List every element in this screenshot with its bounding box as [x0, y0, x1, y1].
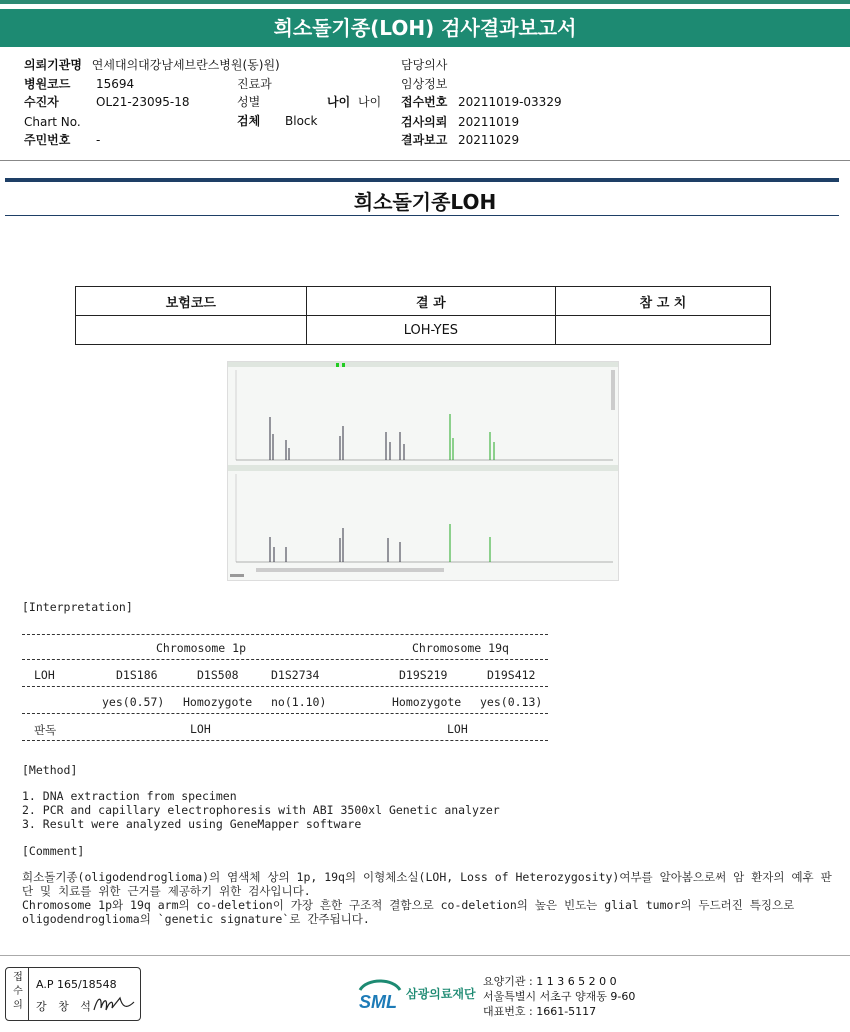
comment-heading: [Comment] — [22, 844, 85, 858]
comment-paragraph-2: Chromosome 1p와 19q arm의 co-deletion이 가장 흔한 구조적 결함으로 co-deletion의 높은 빈도는 glial tumor의 두드러진 특징으로 oligodendroglioma의 `genetic signature`로 간주됩니다. — [22, 898, 795, 926]
chromosome-1p-label: Chromosome 1p — [156, 641, 247, 655]
reference-cell — [556, 316, 771, 345]
insurance-code-header: 보험코드 — [76, 287, 307, 316]
institution-row — [24, 57, 280, 74]
result-header: 결 과 — [306, 287, 555, 316]
table-row — [76, 316, 771, 345]
hospital-code-value: 15694 — [96, 77, 135, 91]
institution-value: 연세대의대강남세브란스병원(동)원) — [91, 58, 280, 72]
footer-divider — [0, 955, 850, 956]
recipient-label: 수진자 — [24, 95, 59, 109]
section-title: 희소돌기종LOH — [353, 190, 497, 214]
specimen-label: 검체 — [237, 114, 261, 128]
marker-d1s508: D1S508 — [197, 668, 239, 682]
insurance-code-cell — [76, 316, 307, 345]
report-title: 희소돌기종(LOH) 검사결과보고서 — [0, 9, 850, 47]
institution-code-line: 요양기관 : 1 1 3 6 5 2 0 0 — [483, 975, 617, 988]
stamp-divider — [28, 968, 29, 1020]
company-address-block — [483, 974, 635, 1019]
report-label: 결과보고 — [401, 133, 448, 147]
method-item-1: 1. DNA extraction from specimen — [22, 789, 237, 803]
company-name: 삼광의료재단 — [406, 987, 476, 1001]
hospital-code-row — [24, 76, 135, 93]
marker-d1s2734: D1S2734 — [271, 668, 320, 682]
doctor-label: 담당의사 — [401, 58, 448, 72]
stamp-pathology-number: A.P 165/18548 — [36, 978, 117, 991]
institution-label: 의뢰기관명 — [24, 58, 82, 72]
clinical-label: 임상정보 — [401, 77, 448, 91]
specimen-row — [237, 113, 318, 130]
reference-header: 참 고 치 — [556, 287, 771, 316]
dashed-rule — [22, 713, 548, 714]
comment-body — [22, 870, 837, 926]
request-row — [401, 114, 520, 131]
chart-no-label: Chart No. — [24, 115, 81, 129]
gender-label: 성별 — [237, 95, 261, 109]
receipt-label: 접수번호 — [401, 95, 448, 109]
method-item-3: 3. Result were analyzed using GeneMapper software — [22, 817, 362, 831]
marker-d19s412: D19S412 — [487, 668, 536, 682]
dashed-rule — [22, 634, 548, 635]
value-d1s508: Homozygote — [183, 695, 253, 709]
dashed-rule — [22, 740, 548, 741]
dashed-rule — [22, 659, 548, 660]
verdict-1p: LOH — [190, 722, 211, 736]
value-d1s2734: no(1.10) — [271, 695, 327, 709]
sml-logo-icon — [357, 976, 403, 1014]
company-logo — [357, 976, 476, 1018]
recipient-row — [24, 94, 190, 111]
value-d19s412: yes(0.13) — [480, 695, 543, 709]
section-top-bar — [5, 178, 839, 182]
resident-row — [24, 132, 101, 149]
comment-paragraph-1: 희소돌기종(oligodendroglioma)의 염색체 상의 1p, 19q의 이형체소실(LOH, Loss of Heterozygosity)여부를 알아봄으로써 암 환자의 예후 판단 및 치료를 위한 근거를 제공하기 위한 검사입니다. — [22, 870, 832, 898]
verdict-19q: LOH — [447, 722, 468, 736]
marker-d1s186: D1S186 — [116, 668, 158, 682]
verdict-label: 판독 — [34, 723, 57, 737]
electropherogram-image — [227, 361, 619, 581]
signature-stamp — [5, 967, 141, 1021]
chromosome-19q-label: Chromosome 19q — [412, 641, 509, 655]
age-label: 나이 — [327, 95, 351, 109]
hospital-code-label: 병원코드 — [24, 77, 71, 91]
top-accent-line — [0, 0, 850, 4]
value-d1s186: yes(0.57) — [102, 695, 165, 709]
signature-icon — [92, 992, 136, 1016]
specimen-value: Block — [285, 114, 318, 128]
result-table — [75, 286, 771, 345]
loh-row-label: LOH — [34, 668, 55, 682]
result-table-header — [76, 287, 771, 316]
receipt-value: 20211019-03329 — [458, 95, 562, 109]
marker-d19s219: D19S219 — [399, 668, 448, 682]
age-row — [327, 94, 381, 111]
header-divider — [0, 160, 850, 161]
request-label: 검사의뢰 — [401, 115, 448, 129]
report-row — [401, 132, 520, 149]
stamp-side-label: 접수의 — [13, 972, 23, 1011]
interpretation-heading: [Interpretation] — [22, 600, 133, 614]
address-line: 서울특별시 서초구 양재동 9-60 — [483, 990, 636, 1003]
result-cell: LOH-YES — [306, 316, 555, 345]
value-d19s219: Homozygote — [392, 695, 462, 709]
resident-label: 주민번호 — [24, 133, 71, 147]
age-value: 나이 — [358, 95, 382, 109]
request-value: 20211019 — [458, 115, 520, 129]
report-value: 20211029 — [458, 133, 520, 147]
dept-label: 진료과 — [237, 77, 272, 91]
phone-line: 대표번호 : 1661-5117 — [483, 1005, 597, 1018]
dashed-rule — [22, 686, 548, 687]
resident-value: - — [96, 133, 101, 147]
stamp-doctor-name: 강 창 석 — [36, 1000, 95, 1013]
receipt-row — [401, 94, 562, 111]
recipient-value: OL21-23095-18 — [96, 95, 190, 109]
method-heading: [Method] — [22, 763, 78, 777]
logo-text: SML — [359, 992, 397, 1012]
method-item-2: 2. PCR and capillary electrophoresis with ABI 3500xl Genetic analyzer — [22, 803, 500, 817]
section-bottom-line — [5, 215, 839, 216]
